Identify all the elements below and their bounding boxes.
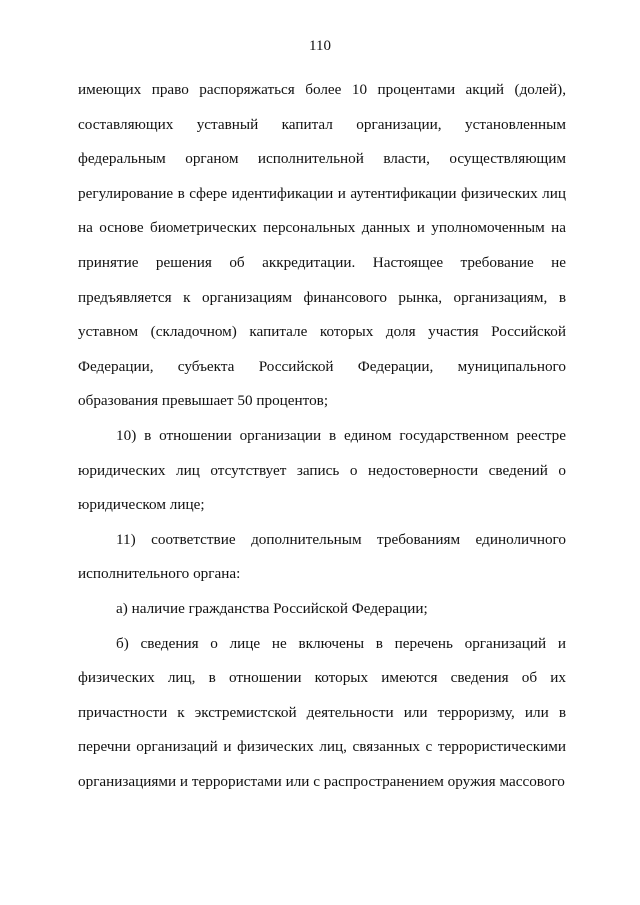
paragraph-subitem-a: а) наличие гражданства Российской Федерации; [116, 599, 428, 617]
page-number: 110 [309, 38, 331, 54]
document-body [78, 73, 566, 799]
paragraph-subitem-b: б) сведения о лице не включены в перечень организаций и физических лиц, в отношении которых имеются сведения об их причастности к экстремистской деятельности или терроризму, или в перечни организаций и физических лиц, связанных с террористическими организациями и террористами или с распространением оружия массового [78, 634, 566, 790]
paragraph-item-10: 10) в отношении организации в едином государственном реестре юридических лиц отсутствует запись о недостоверности сведений о юридическом лице; [78, 426, 566, 514]
paragraph-item-11: 11) соответствие дополнительным требованиям единоличного исполнительного органа: [78, 530, 566, 583]
paragraph-continuation: имеющих право распоряжаться более 10 процентами акций (долей), составляющих уставный капитал организации, установленным федеральным органом исполнительной власти, осуществляющим регулирование в сфере идентификации и аутентификации физических лиц на основе биометрических персональных данных и уполномоченным на принятие решения об аккредитации. Настоящее требование не предъявляется к организациям финансового рынка, организациям, в уставном (складочном) капитале которых доля участия Российской Федерации, субъекта Российской Федерации, муниципального образования превышает 50 процентов; [78, 81, 566, 410]
